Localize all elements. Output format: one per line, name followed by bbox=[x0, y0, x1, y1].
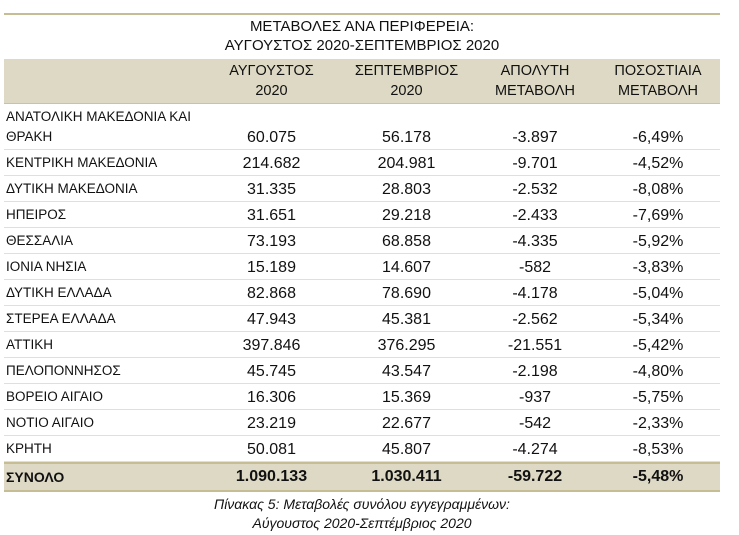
region-cell: ΘΕΣΣΑΛΙΑ bbox=[6, 233, 73, 248]
table-row bbox=[4, 332, 720, 358]
percent-change-cell: -8,53% bbox=[632, 441, 684, 458]
august-cell: 31.651 bbox=[247, 207, 296, 224]
september-cell: 15.369 bbox=[382, 389, 431, 406]
header-row bbox=[4, 59, 720, 104]
table-row bbox=[4, 202, 720, 228]
september-cell: 14.607 bbox=[382, 259, 431, 276]
august-cell: 73.193 bbox=[247, 233, 296, 250]
august-cell: 23.219 bbox=[247, 415, 296, 432]
percent-change-cell: -2,33% bbox=[632, 415, 684, 432]
region-cell: ΑΝΑΤΟΛΙΚΗ ΜΑΚΕΔΟΝΙΑ ΚΑΙ ΘΡΑΚΗ bbox=[6, 109, 192, 144]
percent-change-cell: -5,42% bbox=[632, 337, 684, 354]
region-cell: ΝΟΤΙΟ ΑΙΓΑΙΟ bbox=[6, 415, 94, 430]
absolute-change-cell: -3.897 bbox=[512, 129, 558, 146]
header-august-line2: 2020 bbox=[255, 83, 288, 99]
september-cell: 376.295 bbox=[377, 337, 436, 354]
region-cell: ΑΤΤΙΚΗ bbox=[6, 337, 53, 352]
absolute-change-cell: -21.551 bbox=[507, 337, 563, 354]
august-cell: 15.189 bbox=[247, 259, 296, 276]
absolute-change-cell: -4.335 bbox=[512, 233, 558, 250]
header-percent-line2: ΜΕΤΑΒΟΛΗ bbox=[617, 83, 699, 99]
absolute-change-cell: -4.178 bbox=[512, 285, 558, 302]
table-row bbox=[4, 384, 720, 410]
percent-change-cell: -4,80% bbox=[632, 363, 684, 380]
absolute-change-cell: -4.274 bbox=[512, 441, 558, 458]
percent-change-cell: -5,92% bbox=[632, 233, 684, 250]
total-august: 1.090.133 bbox=[235, 468, 308, 485]
percent-change-cell: -8,08% bbox=[632, 181, 684, 198]
september-cell: 43.547 bbox=[382, 363, 431, 380]
august-cell: 31.335 bbox=[247, 181, 296, 198]
percent-change-cell: -5,04% bbox=[632, 285, 684, 302]
percent-change-cell: -4,52% bbox=[632, 155, 684, 172]
caption-line-2: Αύγουστος 2020-Σεπτέμβριος 2020 bbox=[252, 515, 472, 531]
title-line-2: ΑΥΓΟΥΣΤΟΣ 2020-ΣΕΠΤΕΜΒΡΙΟΣ 2020 bbox=[224, 37, 500, 54]
header-absolute-change bbox=[474, 59, 596, 103]
region-cell: ΚΡΗΤΗ bbox=[6, 441, 52, 456]
region-cell: ΔΥΤΙΚΗ ΜΑΚΕΔΟΝΙΑ bbox=[6, 181, 138, 196]
table-row bbox=[4, 306, 720, 332]
august-cell: 47.943 bbox=[247, 311, 296, 328]
region-cell: ΔΥΤΙΚΗ ΕΛΛΑΔΑ bbox=[6, 285, 112, 300]
september-cell: 45.381 bbox=[382, 311, 431, 328]
table-body bbox=[4, 104, 720, 462]
region-cell: ΒΟΡΕΙΟ ΑΙΓΑΙΟ bbox=[6, 389, 103, 404]
september-cell: 29.218 bbox=[382, 207, 431, 224]
region-cell: ΣΤΕΡΕΑ ΕΛΛΑΔΑ bbox=[6, 311, 116, 326]
table-row bbox=[4, 280, 720, 306]
table-container bbox=[4, 13, 720, 533]
percent-change-cell: -6,49% bbox=[632, 129, 684, 146]
percent-change-cell: -5,34% bbox=[632, 311, 684, 328]
header-august bbox=[204, 59, 339, 103]
table-row bbox=[4, 150, 720, 176]
caption-line-1: Πίνακας 5: Μεταβολές συνόλου εγγεγραμμένων: bbox=[214, 496, 510, 512]
september-cell: 28.803 bbox=[382, 181, 431, 198]
august-cell: 82.868 bbox=[247, 285, 296, 302]
absolute-change-cell: -2.562 bbox=[512, 311, 558, 328]
total-absolute-change: -59.722 bbox=[507, 468, 563, 485]
table-row bbox=[4, 254, 720, 280]
percent-change-cell: -7,69% bbox=[632, 207, 684, 224]
absolute-change-cell: -937 bbox=[518, 389, 552, 406]
header-september-line2: 2020 bbox=[390, 83, 423, 99]
table-row bbox=[4, 358, 720, 384]
total-september: 1.030.411 bbox=[371, 468, 442, 485]
header-september bbox=[339, 59, 474, 103]
header-percent-change bbox=[596, 59, 720, 103]
table-title bbox=[4, 17, 720, 55]
table-row bbox=[4, 436, 720, 462]
total-row bbox=[4, 462, 720, 492]
header-absolute-line2: ΜΕΤΑΒΟΛΗ bbox=[494, 83, 576, 99]
header-region bbox=[4, 59, 204, 103]
absolute-change-cell: -9.701 bbox=[512, 155, 558, 172]
september-cell: 22.677 bbox=[382, 415, 431, 432]
september-cell: 56.178 bbox=[382, 129, 431, 146]
total-label: ΣΥΝΟΛΟ bbox=[6, 469, 65, 485]
august-cell: 60.075 bbox=[247, 129, 296, 146]
table-row bbox=[4, 104, 720, 150]
region-cell: ΚΕΝΤΡΙΚΗ ΜΑΚΕΔΟΝΙΑ bbox=[6, 155, 158, 170]
august-cell: 214.682 bbox=[242, 155, 301, 172]
september-cell: 45.807 bbox=[382, 441, 431, 458]
top-rule bbox=[4, 13, 720, 15]
august-cell: 397.846 bbox=[242, 337, 301, 354]
august-cell: 45.745 bbox=[247, 363, 296, 380]
table-row bbox=[4, 228, 720, 254]
region-cell: ΠΕΛΟΠΟΝΝΗΣΟΣ bbox=[6, 363, 121, 378]
august-cell: 16.306 bbox=[247, 389, 296, 406]
absolute-change-cell: -542 bbox=[518, 415, 552, 432]
region-cell: ΗΠΕΙΡΟΣ bbox=[6, 207, 67, 222]
table-row bbox=[4, 410, 720, 436]
absolute-change-cell: -2.532 bbox=[512, 181, 558, 198]
region-cell: ΙΟΝΙΑ ΝΗΣΙΑ bbox=[6, 259, 87, 274]
header-september-line1: ΣΕΠΤΕΜΒΡΙΟΣ bbox=[354, 63, 459, 79]
september-cell: 78.690 bbox=[382, 285, 431, 302]
title-line-1: ΜΕΤΑΒΟΛΕΣ ΑΝΑ ΠΕΡΙΦΕΡΕΙΑ: bbox=[249, 18, 475, 35]
absolute-change-cell: -2.433 bbox=[512, 207, 558, 224]
absolute-change-cell: -582 bbox=[518, 259, 552, 276]
september-cell: 68.858 bbox=[382, 233, 431, 250]
total-percent-change: -5,48% bbox=[632, 468, 684, 485]
header-august-line1: ΑΥΓΟΥΣΤΟΣ bbox=[229, 63, 314, 79]
absolute-change-cell: -2.198 bbox=[512, 363, 558, 380]
september-cell: 204.981 bbox=[377, 155, 436, 172]
percent-change-cell: -5,75% bbox=[632, 389, 684, 406]
header-percent-line1: ΠΟΣΟΣΤΙΑΙΑ bbox=[614, 63, 702, 79]
table-caption bbox=[4, 495, 720, 533]
percent-change-cell: -3,83% bbox=[632, 259, 684, 276]
august-cell: 50.081 bbox=[247, 441, 296, 458]
table-row bbox=[4, 176, 720, 202]
header-absolute-line1: ΑΠΟΛΥΤΗ bbox=[500, 63, 570, 79]
